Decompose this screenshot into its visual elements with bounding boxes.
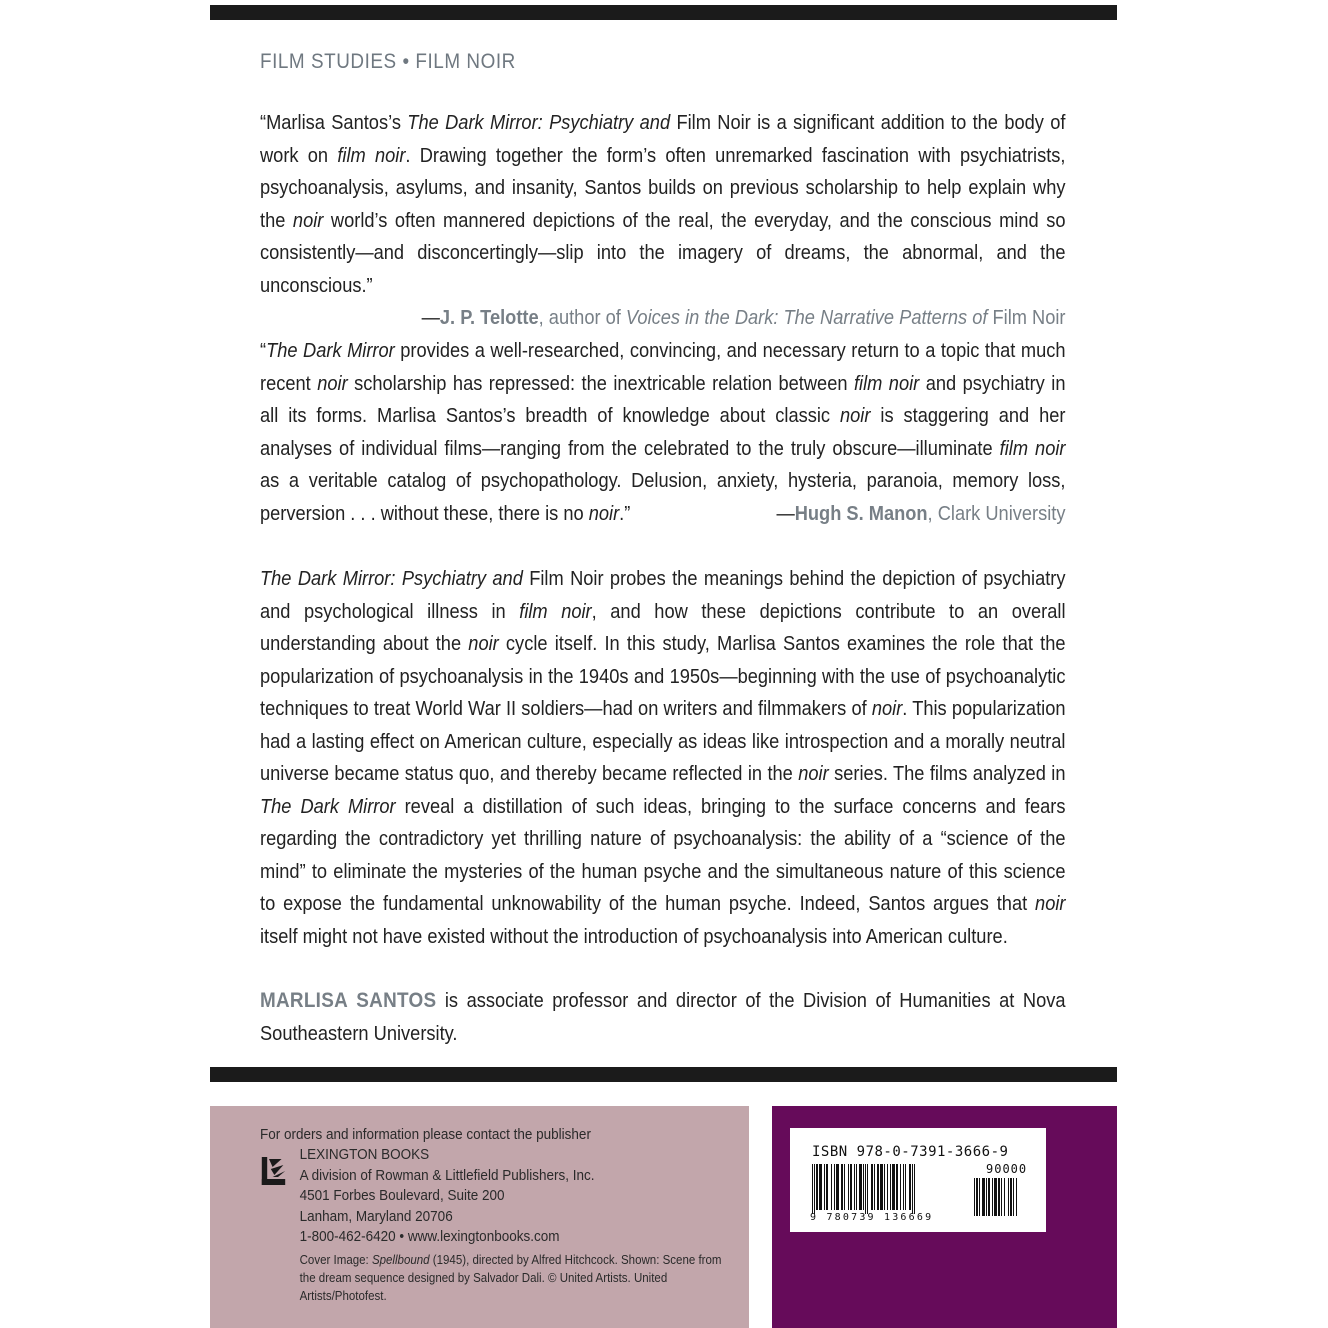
barcode-bar bbox=[831, 1164, 832, 1210]
barcode-bar bbox=[863, 1164, 864, 1210]
barcode-bar bbox=[812, 1164, 813, 1214]
barcode-bar bbox=[900, 1164, 901, 1210]
barcode-bar bbox=[1013, 1178, 1014, 1216]
cover-image-credit: Cover Image: Spellbound (1945), directed by Alfred Hitchcock. Shown: Scene from the dream sequence designed by Salvador Dali. © United Artists. United Artists/Photofest. bbox=[299, 1252, 722, 1304]
barcode-bar bbox=[848, 1164, 849, 1210]
barcode-bar bbox=[854, 1164, 855, 1210]
barcode-bar bbox=[909, 1164, 911, 1210]
price-addon-barcode bbox=[974, 1178, 1034, 1220]
barcode-bar bbox=[903, 1164, 904, 1210]
publisher-contact-panel bbox=[210, 1106, 749, 1328]
endorsement-quote-telotte bbox=[260, 107, 1066, 335]
lexington-logo-icon bbox=[260, 1155, 287, 1189]
barcode-bar bbox=[850, 1164, 852, 1210]
price-code: 90000 bbox=[986, 1162, 1028, 1176]
publisher-block bbox=[260, 1145, 746, 1247]
barcode-bar bbox=[1001, 1178, 1002, 1216]
barcode-bar bbox=[841, 1164, 843, 1210]
barcode-bar bbox=[826, 1164, 828, 1210]
section-rule bbox=[210, 1067, 1117, 1082]
barcode-bar bbox=[816, 1164, 818, 1210]
barcode-bar bbox=[884, 1164, 885, 1210]
barcode-bar bbox=[890, 1164, 891, 1210]
isbn-panel bbox=[772, 1106, 1117, 1328]
barcode-bar bbox=[1016, 1178, 1017, 1216]
barcode-bar bbox=[994, 1178, 997, 1216]
isbn-number: ISBN 978-0-7391-3666-9 bbox=[812, 1144, 1009, 1160]
barcode-bar bbox=[912, 1164, 913, 1214]
author-bio: MARLISA SANTOS is associate professor and director of the Division of Humanities at Nova Southeastern University. bbox=[260, 989, 1066, 1045]
endorser-name: J. P. Telotte bbox=[439, 307, 539, 329]
barcode-bar bbox=[824, 1164, 825, 1210]
barcode-bar bbox=[859, 1164, 862, 1210]
barcode-bar bbox=[834, 1164, 835, 1210]
barcode-bar bbox=[814, 1164, 815, 1214]
barcode-bar bbox=[877, 1164, 879, 1210]
quote-text: “The Dark Mirror provides a well-researched, convincing, and necessary return to a topic that much recent noir scholarship has repressed: the inextricable relation between film noir and psychiatry in all its forms. Marlisa Santos’s breadth of knowledge about classic noir is staggering and her analyses of individual films—ranging from the celebrated to the truly obscure—illuminate film noir as a veritable catalog of psychopathology. Delusion, anxiety, hysteria, paranoia, memory loss, perversion . . . without these, there is no noir.” —Hugh S. Manon, Clark University bbox=[260, 335, 1066, 530]
publisher-division: A division of Rowman & Littlefield Publishers, Inc. bbox=[299, 1166, 595, 1184]
quote-text: “Marlisa Santos’s The Dark Mirror: Psychiatry and Film Noir is a significant addition to the body of work on film noir. Drawing together the form’s often unremarked fascination with psychiatrists, psychoanalysis, asylums, and insanity, Santos builds on previous scholarship to help explain why the noir world’s often mannered depictions of the real, the everyday, and the conscious mind so consistently—and disconcertingly—slip into the imagery of dreams, the abnormal, and the unconscious.” bbox=[260, 112, 1066, 297]
barcode-bar bbox=[1004, 1178, 1005, 1216]
quote-attribution: —J. P. Telotte, author of Voices in the Dark: The Narrative Patterns of Film Noir bbox=[421, 307, 1066, 329]
barcode-bar bbox=[976, 1178, 978, 1216]
barcode-bar bbox=[982, 1178, 985, 1216]
barcode-bar bbox=[874, 1164, 875, 1210]
barcode-bar bbox=[819, 1164, 822, 1210]
barcode-bar bbox=[887, 1164, 888, 1210]
barcode-bar bbox=[871, 1164, 873, 1210]
barcode-bar bbox=[986, 1178, 987, 1216]
barcode-bar bbox=[992, 1178, 993, 1216]
barcode-bar bbox=[1010, 1178, 1012, 1216]
top-rule bbox=[210, 5, 1117, 20]
endorsement-quote-manon bbox=[260, 335, 1066, 530]
barcode-bar bbox=[979, 1178, 980, 1216]
publisher-phone-web: 1-800-462-6420 • www.lexingtonbooks.com bbox=[299, 1228, 560, 1246]
barcode-bar bbox=[867, 1164, 868, 1214]
publisher-name: LEXINGTON BOOKS bbox=[299, 1146, 430, 1164]
barcode-bar bbox=[880, 1164, 883, 1210]
barcode-bar bbox=[892, 1164, 895, 1210]
barcode-bar bbox=[896, 1164, 898, 1210]
publisher-address-line1: 4501 Forbes Boulevard, Suite 200 bbox=[299, 1187, 505, 1205]
barcode-bar bbox=[856, 1164, 857, 1210]
barcode-bar bbox=[988, 1178, 990, 1216]
quote-attribution: —Hugh S. Manon, Clark University bbox=[776, 502, 1066, 525]
barcode-bar bbox=[865, 1164, 866, 1214]
author-name: MARLISA SANTOS bbox=[260, 989, 437, 1012]
book-description: The Dark Mirror: Psychiatry and Film Noir probes the meanings behind the depiction of psychiatry and psychological illness in film noir, and how these depictions contribute to an overall understanding about the noir cycle itself. In this study, Marlisa Santos examines the role that the popularization of psychoanalysis in the 1940s and 1950s—beginning with the use of psychoanalytic techniques to treat World War II soldiers—had on writers and filmmakers of noir. This popularization had a lasting effect on American culture, especially as ideas like introspection and a morally neutral universe became status quo, and thereby became reflected in the noir series. The films analyzed in The Dark Mirror reveal a distillation of such ideas, bringing to the surface concerns and fears regarding the contradictory yet thrilling nature of psychoanalysis: the ability of a “science of the mind” to eliminate the mysteries of the human psyche and the simultaneous nature of this science to expose the fundamental unknowability of the human psyche. Indeed, Santos argues that noir itself might not have existed without the introduction of psychoanalysis into American culture. bbox=[260, 568, 1066, 948]
barcode-bar bbox=[1008, 1178, 1009, 1216]
barcode-bar bbox=[914, 1164, 915, 1214]
barcode-bar bbox=[974, 1178, 975, 1216]
ean-barcode bbox=[812, 1164, 962, 1214]
barcode-bar bbox=[998, 1178, 1000, 1216]
barcode-label bbox=[790, 1128, 1046, 1232]
barcode-bar bbox=[844, 1164, 845, 1210]
contact-intro: For orders and information please contact the publisher bbox=[260, 1126, 591, 1143]
publisher-address-line2: Lanham, Maryland 20706 bbox=[299, 1207, 453, 1225]
endorser-name: Hugh S. Manon bbox=[794, 502, 928, 525]
barcode-bar bbox=[836, 1164, 839, 1210]
category-label: FILM STUDIES • FILM NOIR bbox=[260, 50, 516, 73]
barcode-bar bbox=[905, 1164, 906, 1210]
barcode-digits: 9 780739 136669 bbox=[810, 1212, 934, 1223]
